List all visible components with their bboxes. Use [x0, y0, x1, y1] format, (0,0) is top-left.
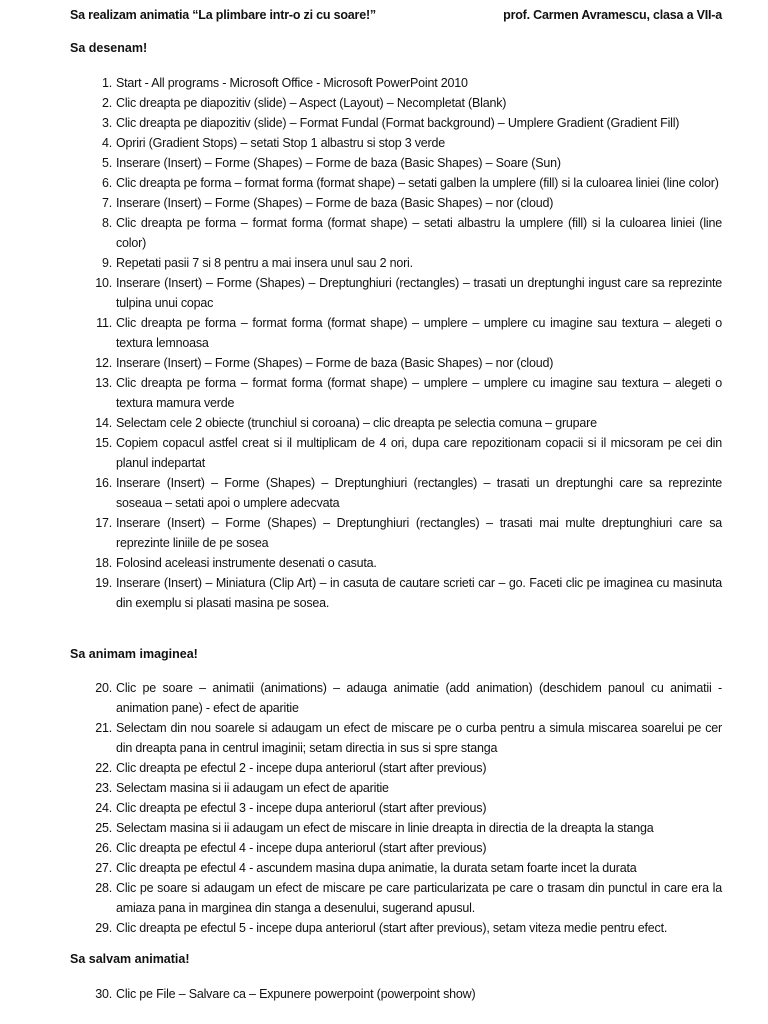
- list-item-text: Clic pe soare si adaugam un efect de miscare pe care particularizata pe care o trasam din punctul in care era la amiaza pana in marginea din stanga a desenului, sugerand apusul.: [116, 881, 722, 915]
- list-item: [0, 313, 768, 353]
- list-item-number: 15.: [95, 436, 112, 450]
- list-item-text: Clic dreapta pe forma – format forma (format shape) – setati galben la umplere (fill) si la culoarea liniei (line color): [116, 176, 719, 190]
- list-item-text: Folosind aceleasi instrumente desenati o casuta.: [116, 556, 377, 570]
- list-item-text: Selectam din nou soarele si adaugam un efect de miscare pe o curba pentru a simula miscarea soarelui pe cer din dreapta pana in centrul imaginii; setam directia in sus si spre stanga: [116, 721, 722, 755]
- list-item-number: 20.: [95, 681, 112, 695]
- list-item-number: 8.: [101, 216, 112, 230]
- list-item-text: Inserare (Insert) – Forme (Shapes) – Dreptunghiuri (rectangles) – trasati mai multe dreptunghiuri care sa reprezinte liniile de pe sosea: [116, 516, 722, 550]
- list-item: [0, 718, 768, 758]
- list-item-text: Clic pe soare – animatii (animations) – adauga animatie (add animation) (deschidem panoul cu animatii - animation pane) - efect de aparitie: [116, 681, 722, 715]
- list-item-text: Clic pe File – Salvare ca – Expunere powerpoint (powerpoint show): [116, 987, 476, 1001]
- list-item-number: 19.: [95, 576, 112, 590]
- list-item-number: 22.: [95, 761, 112, 775]
- section-title-animate: Sa animam imaginea!: [70, 647, 198, 661]
- list-item-number: 12.: [95, 356, 112, 370]
- list-item-number: 18.: [95, 556, 112, 570]
- list-item-number: 2.: [101, 96, 112, 110]
- list-item: [0, 193, 768, 213]
- list-item: [0, 113, 768, 133]
- list-item: [0, 818, 768, 838]
- list-item: [0, 858, 768, 878]
- list-item-number: 5.: [101, 156, 112, 170]
- list-item-number: 17.: [95, 516, 112, 530]
- list-item-number: 13.: [95, 376, 112, 390]
- list-item-text: Clic dreapta pe efectul 4 - incepe dupa anteriorul (start after previous): [116, 841, 487, 855]
- list-item: [0, 253, 768, 273]
- list-item: [0, 153, 768, 173]
- list-item-number: 6.: [101, 176, 112, 190]
- list-item-text: Clic dreapta pe diapozitiv (slide) – Format Fundal (Format background) – Umplere Gradient (Gradient Fill): [116, 116, 680, 130]
- list-item: [0, 878, 768, 918]
- list-item-number: 26.: [95, 841, 112, 855]
- list-item-text: Clic dreapta pe efectul 2 - incepe dupa anteriorul (start after previous): [116, 761, 487, 775]
- list-item: [0, 984, 768, 1004]
- list-item: [0, 798, 768, 818]
- list-item: [0, 473, 768, 513]
- list-item: [0, 353, 768, 373]
- list-item: [0, 73, 768, 93]
- list-item-number: 23.: [95, 781, 112, 795]
- document-author: prof. Carmen Avramescu, clasa a VII-a: [503, 8, 722, 22]
- section-title-save: Sa salvam animatia!: [70, 952, 190, 966]
- list-item-text: Clic dreapta pe forma – format forma (format shape) – setati albastru la umplere (fill) si la culoarea liniei (line color): [116, 216, 722, 250]
- list-item-text: Inserare (Insert) – Miniatura (Clip Art) – in casuta de cautare scrieti car – go. Faceti clic pe imaginea cu masinuta din exemplu si plasati masina pe sosea.: [116, 576, 722, 610]
- list-item-number: 16.: [95, 476, 112, 490]
- list-item-text: Selectam masina si ii adaugam un efect de miscare in linie dreapta in directia de la dreapta la stanga: [116, 821, 654, 835]
- list-item-text: Copiem copacul astfel creat si il multiplicam de 4 ori, dupa care repozitionam copacii si il micsoram pe cei din planul indepartat: [116, 436, 722, 470]
- list-item-text: Inserare (Insert) – Forme (Shapes) – Dreptunghiuri (rectangles) – trasati un dreptunghi ingust care sa reprezinte tulpina unui copac: [116, 276, 722, 310]
- section-title-draw: Sa desenam!: [70, 41, 148, 55]
- list-item-text: Start - All programs - Microsoft Office - Microsoft PowerPoint 2010: [116, 76, 468, 90]
- list-item-text: Inserare (Insert) – Forme (Shapes) – Forme de baza (Basic Shapes) – nor (cloud): [116, 356, 554, 370]
- list-item-number: 7.: [101, 196, 112, 210]
- list-item-number: 24.: [95, 801, 112, 815]
- list-item-text: Inserare (Insert) – Forme (Shapes) – Forme de baza (Basic Shapes) – Soare (Sun): [116, 156, 561, 170]
- list-item-number: 29.: [95, 921, 112, 935]
- list-item: [0, 413, 768, 433]
- list-item-text: Clic dreapta pe forma – format forma (format shape) – umplere – umplere cu imagine sau textura – alegeti o textura lemnoasa: [116, 316, 722, 350]
- list-item: [0, 573, 768, 613]
- list-item-number: 30.: [95, 987, 112, 1001]
- list-item: [0, 678, 768, 718]
- list-item: [0, 838, 768, 858]
- list-item-number: 28.: [95, 881, 112, 895]
- list-item-number: 1.: [101, 76, 112, 90]
- list-item-text: Selectam masina si ii adaugam un efect de aparitie: [116, 781, 389, 795]
- list-item-text: Opriri (Gradient Stops) – setati Stop 1 albastru si stop 3 verde: [116, 136, 446, 150]
- list-item: [0, 173, 768, 193]
- list-item-number: 10.: [95, 276, 112, 290]
- list-item-number: 27.: [95, 861, 112, 875]
- list-item-number: 14.: [95, 416, 112, 430]
- list-item-number: 21.: [95, 721, 112, 735]
- list-item-number: 9.: [101, 256, 112, 270]
- list-item-number: 25.: [95, 821, 112, 835]
- list-item: [0, 133, 768, 153]
- document-title: Sa realizam animatia “La plimbare intr-o zi cu soare!”: [70, 8, 376, 22]
- steps-list-animate: [0, 678, 768, 938]
- list-item: [0, 93, 768, 113]
- steps-list-save: [0, 984, 768, 1004]
- list-item-text: Clic dreapta pe efectul 4 - ascundem masina dupa animatie, la durata setam foarte incet la durata: [116, 861, 637, 875]
- list-item-text: Clic dreapta pe efectul 3 - incepe dupa anteriorul (start after previous): [116, 801, 487, 815]
- list-item-text: Inserare (Insert) – Forme (Shapes) – Dreptunghiuri (rectangles) – trasati un dreptunghi care sa reprezinte soseaua – setati apoi o umplere adecvata: [116, 476, 722, 510]
- list-item-text: Clic dreapta pe forma – format forma (format shape) – umplere – umplere cu imagine sau textura – alegeti o textura mamura verde: [116, 376, 722, 410]
- list-item: [0, 513, 768, 553]
- list-item: [0, 758, 768, 778]
- list-item-number: 4.: [101, 136, 112, 150]
- list-item-text: Selectam cele 2 obiecte (trunchiul si coroana) – clic dreapta pe selectia comuna – grupare: [116, 416, 597, 430]
- list-item: [0, 373, 768, 413]
- list-item: [0, 213, 768, 253]
- steps-list-draw: [0, 73, 768, 613]
- list-item-text: Repetati pasii 7 si 8 pentru a mai insera unul sau 2 nori.: [116, 256, 413, 270]
- list-item: [0, 273, 768, 313]
- list-item-text: Inserare (Insert) – Forme (Shapes) – Forme de baza (Basic Shapes) – nor (cloud): [116, 196, 554, 210]
- list-item-text: Clic dreapta pe efectul 5 - incepe dupa anteriorul (start after previous), setam viteza medie pentru efect.: [116, 921, 668, 935]
- list-item: [0, 918, 768, 938]
- list-item-number: 3.: [101, 116, 112, 130]
- list-item-number: 11.: [96, 316, 112, 330]
- list-item: [0, 778, 768, 798]
- list-item: [0, 433, 768, 473]
- document-header: [70, 8, 722, 22]
- list-item: [0, 553, 768, 573]
- list-item-text: Clic dreapta pe diapozitiv (slide) – Aspect (Layout) – Necompletat (Blank): [116, 96, 507, 110]
